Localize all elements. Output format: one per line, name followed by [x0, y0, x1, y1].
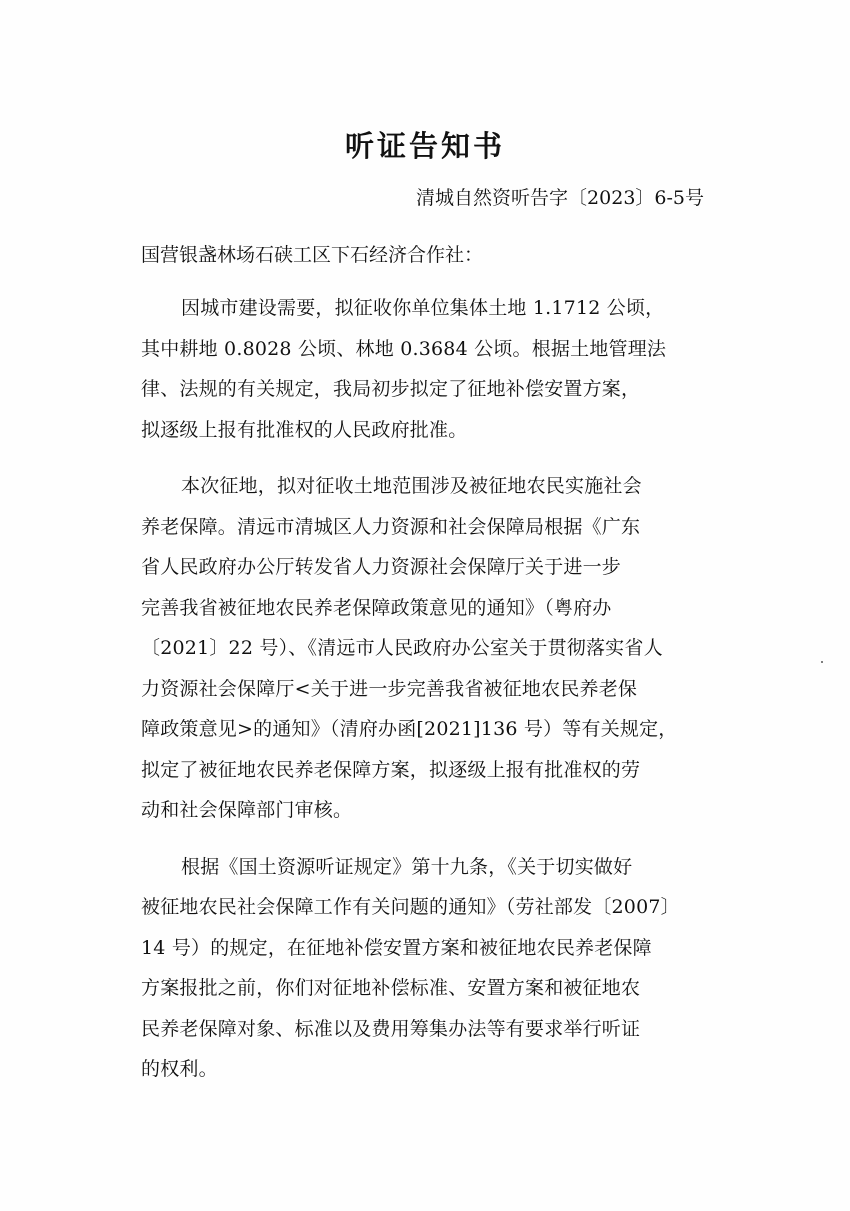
body-line: 拟定了被征地农民养老保障方案，拟逐级上报有批准权的劳: [141, 758, 641, 781]
body-line: 其中耕地 0.8028 公顷、林地 0.3684 公顷。根据土地管理法: [141, 337, 667, 360]
addressee: 国营银盏林场石硖工区下石经济合作社：: [141, 244, 484, 266]
scan-speck: [821, 661, 823, 663]
body-line: 14 号）的规定，在征地补偿安置方案和被征地农民养老保障: [141, 936, 652, 959]
document-title: 听证告知书: [344, 129, 505, 163]
paragraph-1: [141, 288, 711, 450]
body-line: 方案报批之前，你们对征地补偿标准、安置方案和被征地农: [141, 977, 641, 999]
body-line: 完善我省被征地农民养老保障政策意见的通知》（粤府办: [141, 596, 612, 619]
body-line: 障政策意见>的通知》（清府办函[2021]136 号）等有关规定，: [141, 718, 678, 740]
body-line: 力资源社会保障厅<关于进一步完善我省被征地农民养老保: [141, 677, 638, 700]
body-line: 本次征地，拟对征收土地范围涉及被征地农民实施社会: [181, 475, 642, 497]
body-line: 被征地农民社会保障工作有关问题的通知》（劳社部发〔2007〕: [141, 896, 680, 918]
body-line: 省人民政府办公厅转发省人力资源社会保障厅关于进一步: [141, 556, 622, 578]
body-line: 律、法规的有关规定，我局初步拟定了征地补偿安置方案，: [141, 378, 641, 400]
paragraph-2: [141, 466, 711, 831]
body-line: 因城市建设需要，拟征收你单位集体土地 1.1712 公顷，: [181, 297, 665, 319]
document-body: [141, 288, 711, 1106]
body-line: 〔2021〕22 号）、《清远市人民政府办公室关于贯彻落实省人: [141, 637, 663, 659]
document-number: 清城自然资听告字〔2023〕6-5号: [416, 187, 704, 209]
body-line: 养老保障。清远市清城区人力资源和社会保障局根据《广东: [141, 515, 641, 538]
body-line: 的权利。: [141, 1058, 218, 1080]
body-line: 拟逐级上报有批准权的人民政府批准。: [141, 418, 468, 441]
body-line: 动和社会保障部门审核。: [141, 799, 353, 821]
body-line: 根据《国土资源听证规定》第十九条，《关于切实做好: [181, 855, 633, 878]
paragraph-3: [141, 847, 711, 1090]
body-line: 民养老保障对象、标准以及费用筹集办法等有要求举行听证: [141, 1017, 641, 1040]
